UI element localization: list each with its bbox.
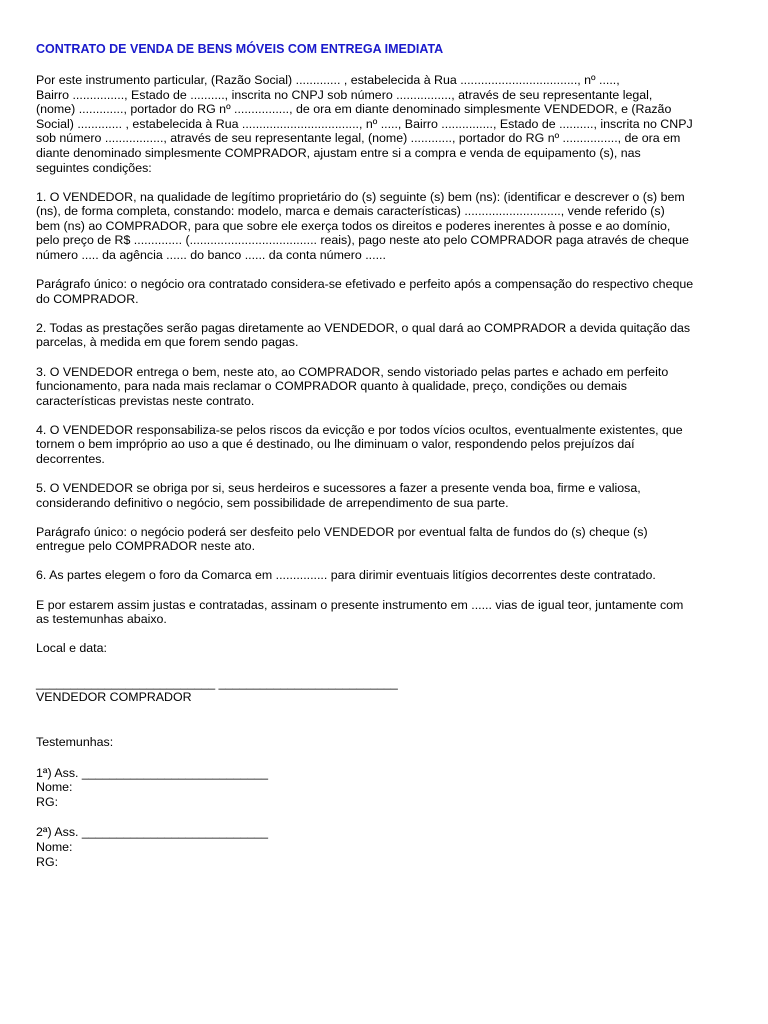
clause-line: parcelas, à medida em que forem sendo pagas. — [36, 335, 299, 350]
clause-2 — [36, 321, 726, 350]
witness-2-signature: 2ª) Ass. ___________________________ — [36, 825, 268, 840]
witness-1-rg: RG: — [36, 794, 59, 809]
signature-labels: VENDEDOR COMPRADOR — [36, 690, 192, 705]
witness-1-signature: 1ª) Ass. ___________________________ — [36, 765, 268, 780]
clause-line: 6. As partes elegem o foro da Comarca em ............... para dirimir eventuais litígios decorrentes deste contratado. — [36, 568, 656, 583]
clause-line: 4. O VENDEDOR responsabiliza-se pelos riscos da evicção e por todos vícios ocultos, eventualmente existentes, que — [36, 422, 683, 437]
clause-line: bem (ns) ao COMPRADOR, para que sobre ele exerça todos os direitos e poderes inerentes à posse e ao domínio, — [36, 218, 671, 233]
paragrafo-unico-2 — [36, 525, 726, 554]
intro-line: sob número ................., através de seu representante legal, (nome) ............, portador do RG nº ................, de ora em — [36, 131, 681, 146]
clause-line: tornem o bem impróprio ao uso a que é destinado, ou lhe diminuam o valor, respondendo pelos prejuízos daí — [36, 437, 635, 452]
clause-line: (ns), de forma completa, constando: modelo, marca e demais características) ............................, vende referido (s) — [36, 204, 665, 219]
clause-line: 2. Todas as prestações serão pagas diretamente ao VENDEDOR, o qual dará ao COMPRADOR a devida quitação das — [36, 320, 691, 335]
closing-paragraph — [36, 598, 726, 627]
clause-4 — [36, 423, 726, 467]
clause-line: 5. O VENDEDOR se obriga por si, seus herdeiros e sucessores a fazer a presente venda boa, firme e valiosa, — [36, 481, 641, 496]
clause-line: Parágrafo único: o negócio ora contratado considera-se efetivado e perfeito após a compensação do respectivo cheque — [36, 277, 694, 292]
intro-line: Por este instrumento particular, (Razão Social) ............. , estabelecida à Rua .................................., nº ....., — [36, 73, 620, 87]
clause-line: do COMPRADOR. — [36, 291, 139, 306]
clause-line: 1. O VENDEDOR, na qualidade de legítimo proprietário do (s) seguinte (s) bem (ns): (identificar e descrever o (s) bem — [36, 189, 685, 204]
witness-2-rg: RG: — [36, 854, 59, 869]
signature-lines: __________________________ __________________________ — [36, 675, 398, 690]
clause-line: funcionamento, para nada mais reclamar o COMPRADOR quanto à qualidade, preço, condições ou demais — [36, 379, 627, 394]
document-title: CONTRATO DE VENDA DE BENS MÓVEIS COM ENTREGA IMEDIATA — [36, 42, 444, 56]
clause-line: as testemunhas abaixo. — [36, 612, 167, 627]
witness-1-name: Nome: — [36, 780, 73, 795]
contract-document — [36, 42, 726, 869]
witness-2-name: Nome: — [36, 839, 73, 854]
clause-3 — [36, 365, 726, 409]
clause-line: Parágrafo único: o negócio poderá ser desfeito pelo VENDEDOR por eventual falta de fundos do (s) cheque (s) — [36, 524, 648, 539]
local-data-label: Local e data: — [36, 641, 107, 656]
intro-line: diante denominado simplesmente COMPRADOR, ajustam entre si a compra e venda de equipamento (s), nas — [36, 145, 641, 160]
intro-line: seguintes condições: — [36, 160, 152, 175]
intro-paragraph — [36, 73, 726, 175]
clause-line: E por estarem assim justas e contratadas, assinam o presente instrumento em ...... vias de igual teor, juntamente com — [36, 597, 684, 612]
witnesses-label: Testemunhas: — [36, 735, 114, 749]
clause-line: pelo preço de R$ .............. (..................................... reais), pago neste ato pelo COMPRADOR paga através de cheque — [36, 233, 689, 248]
paragrafo-unico-1 — [36, 277, 726, 306]
clause-5 — [36, 481, 726, 510]
clause-line: entregue pelo COMPRADOR neste ato. — [36, 539, 256, 554]
clause-1 — [36, 190, 726, 263]
clause-line: considerando definitivo o negócio, sem possibilidade de arrependimento de sua parte. — [36, 495, 509, 510]
intro-line: Bairro ..............., Estado de .........., inscrita no CNPJ sob número ................, através de seu representante legal, — [36, 87, 653, 102]
clause-line: número ..... da agência ...... do banco ...... da conta número ...... — [36, 248, 386, 263]
clause-6 — [36, 568, 726, 583]
clause-line: características previstas neste contrato. — [36, 393, 255, 408]
intro-line: (nome) ............., portador do RG nº ................, de ora em diante denominado simplesmente VENDEDOR, e (Razão — [36, 102, 672, 117]
clause-line: 3. O VENDEDOR entrega o bem, neste ato, ao COMPRADOR, sendo vistoriado pelas partes e achado em perfeito — [36, 364, 669, 379]
intro-line: Social) ............. , estabelecida à Rua .................................., nº ....., Bairro ..............., Estado de .........., inscrita no CNPJ — [36, 116, 693, 131]
clause-line: decorrentes. — [36, 451, 105, 466]
